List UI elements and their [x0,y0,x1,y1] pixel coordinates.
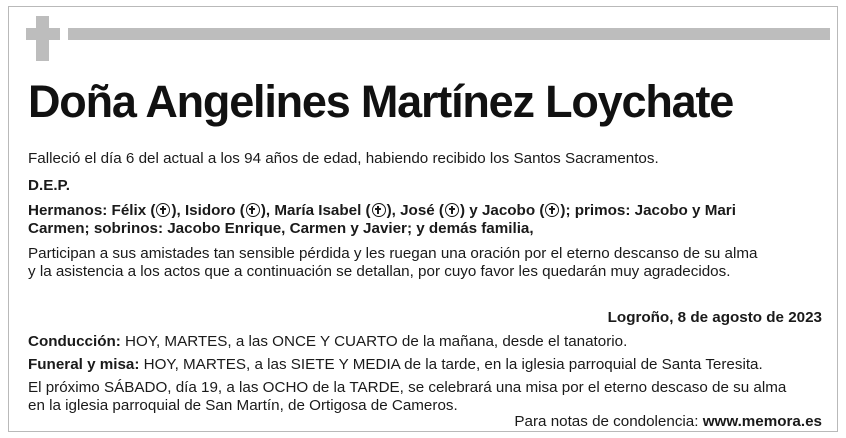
conduccion-label: Conducción: [28,333,121,350]
announcement-line-2: y la asistencia a los actos que a continuación se detallan, por cuyo favor les quedarán muy agradecidos. [28,263,731,280]
funeral-line: Funeral y misa: HOY, MARTES, a las SIETE Y MEDIA de la tarde, en la iglesia parroquial de Santa Teresita. [28,356,763,373]
deceased-cross-icon [156,203,170,217]
family-line-2: Carmen; sobrinos: Jacobo Enrique, Carmen y Javier; y demás familia, [28,220,534,237]
condolence-note: Para notas de condolencia: www.memora.es [514,413,822,430]
family-line-1: Hermanos: Félix ( ), Isidoro ( ), María Isabel ( ), José ( ) y Jacobo ( ); primos: Jacobo y Mari [28,202,736,219]
deceased-cross-icon [246,203,260,217]
conduccion-line: Conducción: HOY, MARTES, a las ONCE Y CUARTO de la mañana, desde el tanatorio. [28,333,628,350]
mass-line-2: en la iglesia parroquial de San Martín, de Ortigosa de Cameros. [28,397,458,414]
deceased-name: Doña Angelines Martínez Loychate [28,76,734,127]
header-bar [68,28,830,40]
place-date: Logroño, 8 de agosto de 2023 [607,309,822,326]
rip-text: D.E.P. [28,177,70,194]
deceased-cross-icon [445,203,459,217]
funeral-label: Funeral y misa: [28,356,140,373]
condolence-link[interactable]: www.memora.es [702,413,822,430]
mass-line-1: El próximo SÁBADO, día 19, a las OCHO de la TARDE, se celebrará una misa por el eterno descaso de su alma [28,379,787,396]
announcement-line-1: Participan a sus amistades tan sensible pérdida y les ruegan una oración por el eterno descanso de su alma [28,245,758,262]
intro-text: Falleció el día 6 del actual a los 94 años de edad, habiendo recibido los Santos Sacramentos. [28,150,659,167]
deceased-cross-icon [545,203,559,217]
cross-icon [26,16,60,61]
deceased-cross-icon [372,203,386,217]
